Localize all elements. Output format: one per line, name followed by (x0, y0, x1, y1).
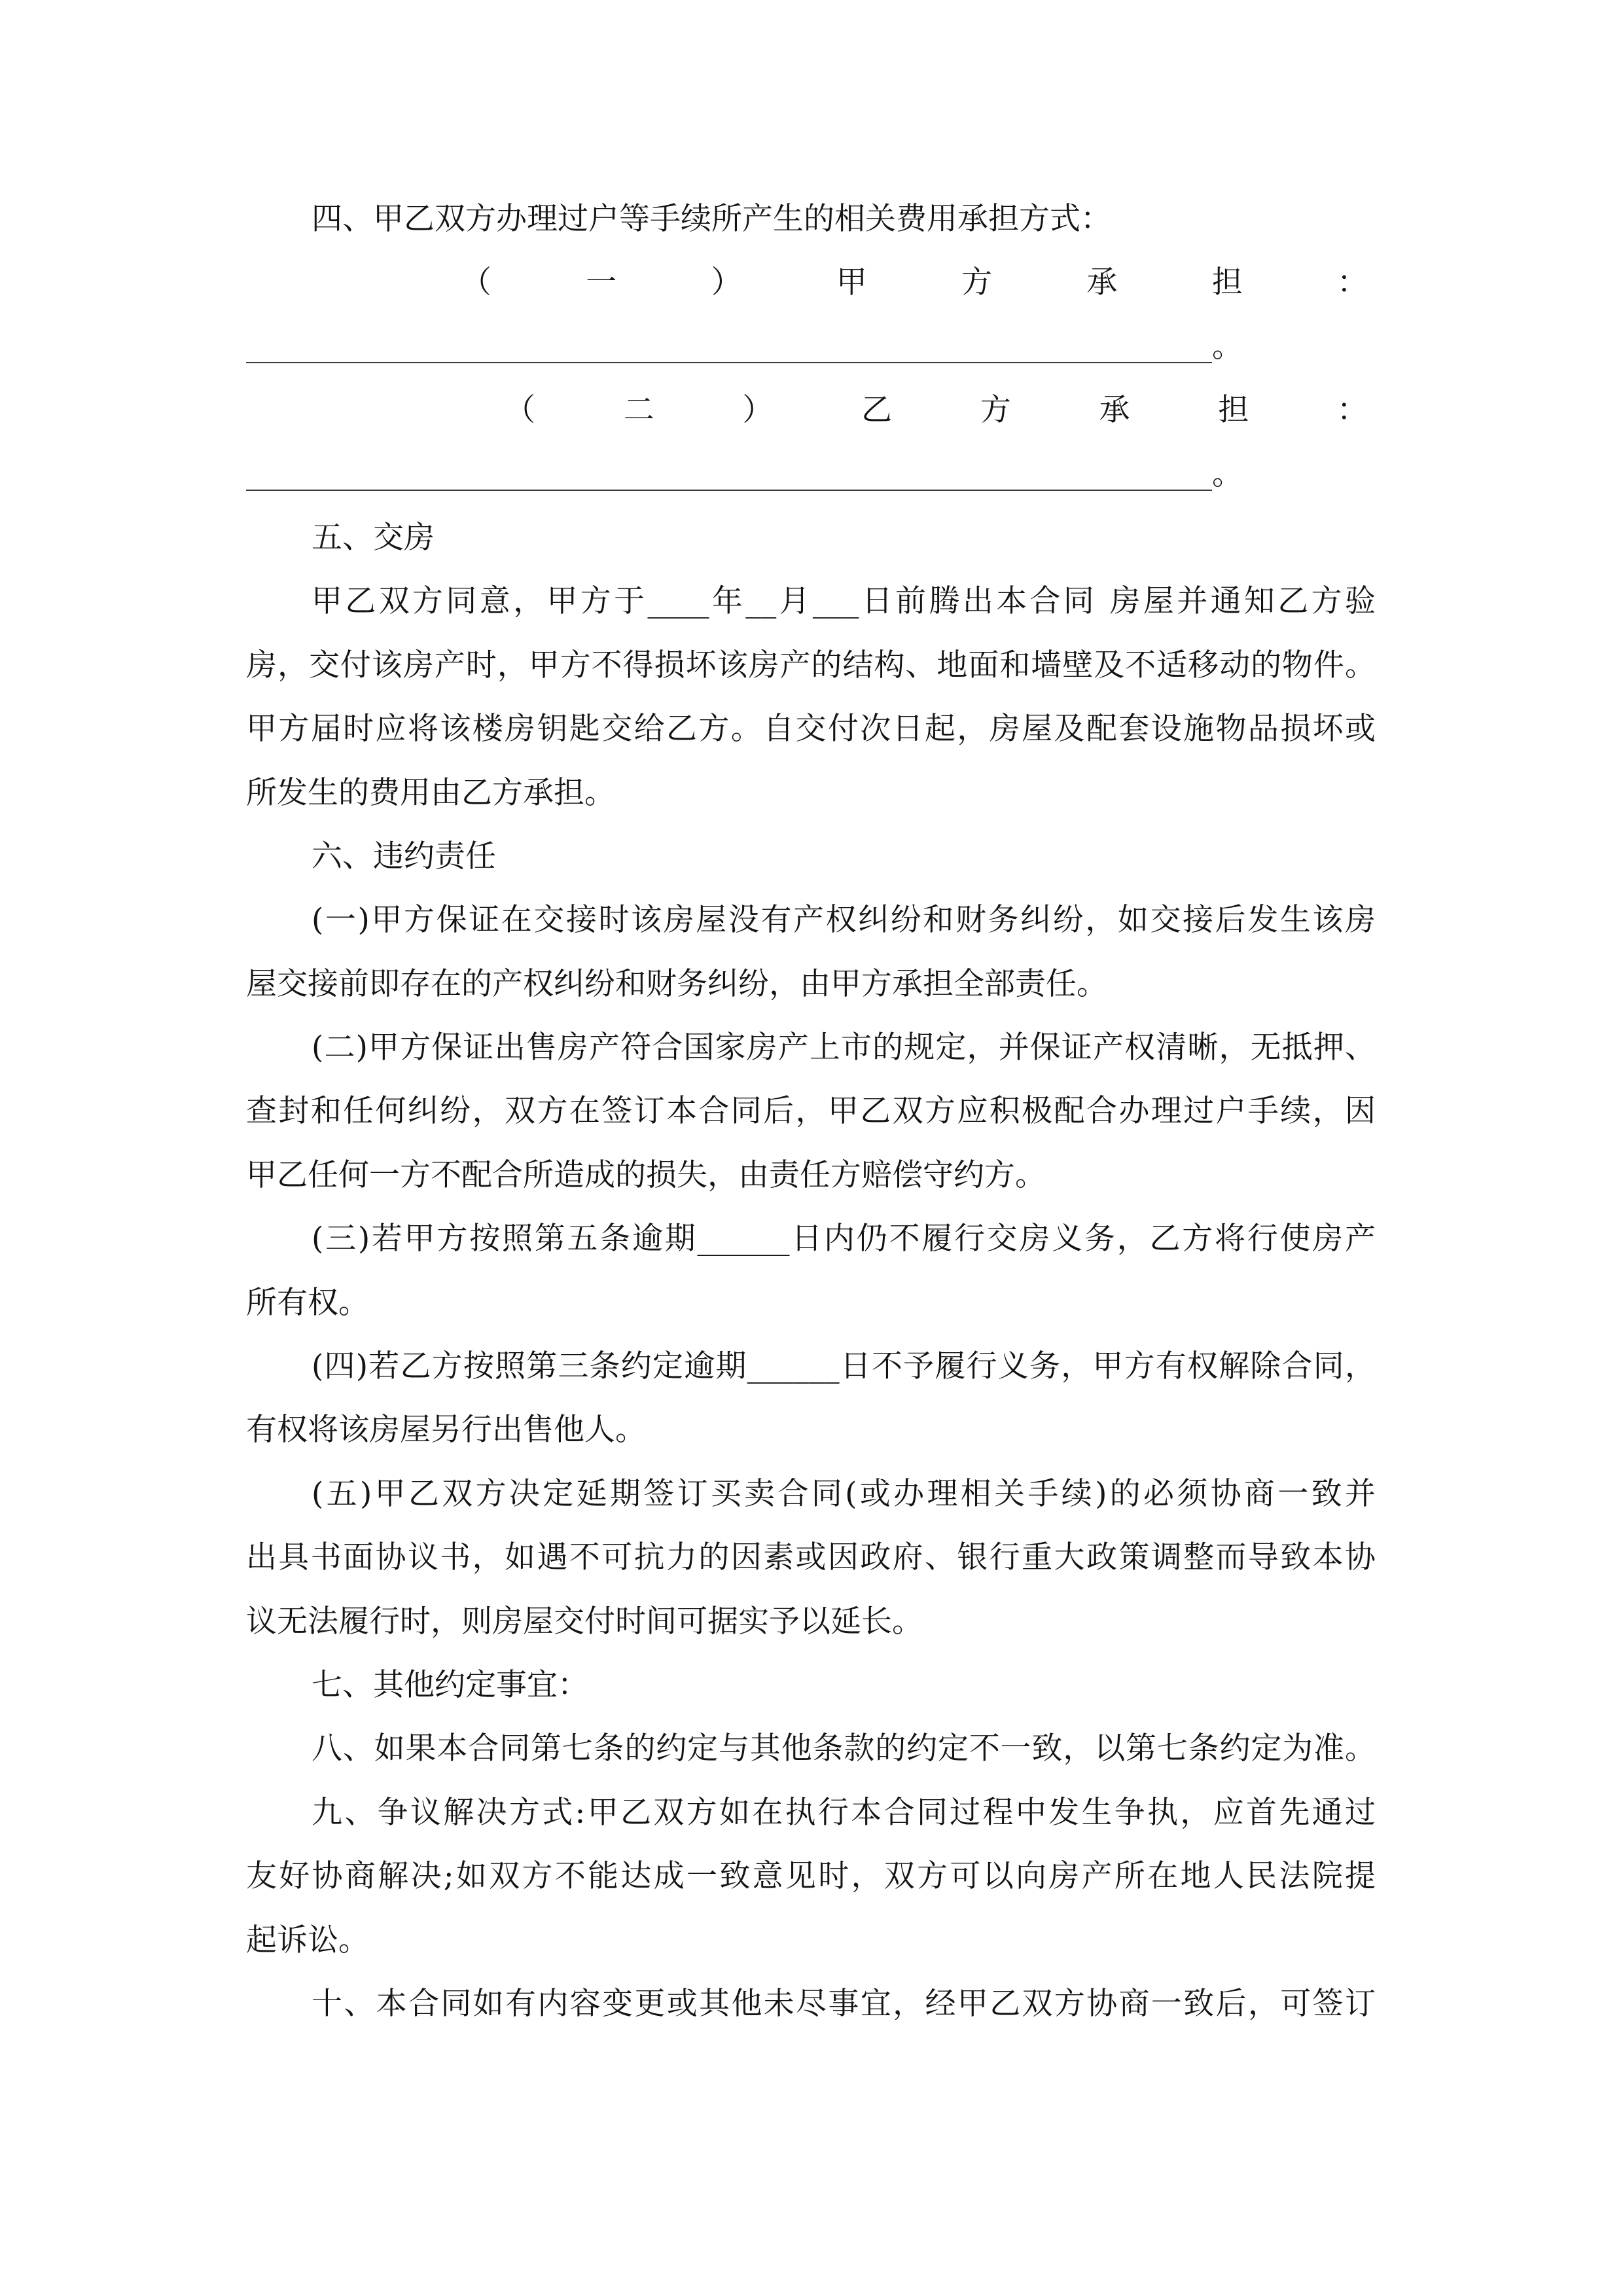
section9-line: 起诉讼。 (246, 1922, 369, 1958)
blank-end-mark: 。 (1212, 328, 1243, 365)
blank-underline (246, 362, 1212, 363)
fee-item-char: （ (505, 392, 535, 429)
fee-item-char: 方 (961, 264, 993, 301)
fee-item-char: 担 (1211, 264, 1243, 301)
breach-clause-1-line: 屋交接前即存在的产权纠纷和财务纠纷，由甲方承担全部责任。 (246, 965, 1107, 1002)
blank-underline (246, 490, 1212, 491)
fee-item-char: 承 (1099, 392, 1130, 429)
section7-heading: 七、其他约定事宜： (312, 1666, 588, 1703)
section9-line: 友好协商解决;如双方不能达成一致意见时，双方可以向房产所在地人民法院提 (246, 1858, 1376, 1895)
fee-item-char: 担 (1218, 392, 1249, 429)
section10-line: 十、本合同如有内容变更或其他未尽事宜，经甲乙双方协商一致后，可签订 (312, 1985, 1376, 2022)
fee-item-party-a (461, 251, 1368, 314)
fee-blank-party-b (246, 442, 1376, 506)
contract-body (246, 187, 1376, 2036)
breach-clause-2-line: (二)甲方保证出售房产符合国家房产上市的规定，并保证产权清晰，无抵押、 (312, 1030, 1376, 1066)
fee-item-char: ： (1336, 264, 1368, 301)
section5-line: 甲乙双方同意，甲方于____年__月___日前腾出本合同 房屋并通知乙方验 (312, 583, 1376, 620)
section5-line: 甲方届时应将该楼房钥匙交给乙方。自交付次日起，房屋及配套设施物品损坏或 (246, 711, 1376, 747)
fee-item-char: ： (1336, 392, 1368, 429)
fee-item-char: 甲 (836, 264, 867, 301)
fee-item-party-b (505, 378, 1368, 442)
section5-heading: 五、交房 (312, 519, 435, 556)
section9-line: 九、争议解决方式:甲乙双方如在执行本合同过程中发生争执，应首先通过 (312, 1794, 1376, 1831)
fee-item-char: 二 (623, 392, 654, 429)
fee-item-char: （ (461, 264, 491, 301)
breach-clause-2-line: 甲乙任何一方不配合所造成的损失，由责任方赔偿守约方。 (246, 1157, 1046, 1193)
section4-heading: 四、甲乙双方办理过户等手续所产生的相关费用承担方式： (312, 201, 1111, 237)
breach-clause-3-line: (三)若甲方按照第五条逾期______日内仍不履行交房义务，乙方将行使房产 (312, 1221, 1376, 1257)
breach-clause-5-line: (五)甲乙双方决定延期签订买卖合同(或办理相关手续)的必须协商一致并 (312, 1475, 1376, 1512)
section5-line: 所发生的费用由乙方承担。 (246, 774, 615, 811)
fee-item-char: ） (742, 392, 774, 429)
fee-item-char: 方 (980, 392, 1011, 429)
breach-clause-2-line: 查封和任何纠纷，双方在签订本合同后，甲乙双方应积极配合办理过户手续，因 (246, 1093, 1376, 1130)
breach-clause-5-line: 出具书面协议书，如遇不可抗力的因素或因政府、银行重大政策调整而导致本协 (246, 1539, 1376, 1576)
fee-item-char: ） (711, 264, 742, 301)
fee-item-char: 一 (586, 264, 617, 301)
blank-end-mark: 。 (1212, 456, 1243, 492)
fee-item-char: 乙 (861, 392, 893, 429)
section5-line: 房，交付该房产时，甲方不得损坏该房产的结构、地面和墙壁及不适移动的物件。 (246, 647, 1376, 683)
breach-clause-1-line: (一)甲方保证在交接时该房屋没有产权纠纷和财务纠纷，如交接后发生该房 (312, 902, 1376, 939)
section8-line: 八、如果本合同第七条的约定与其他条款的约定不一致，以第七条约定为准。 (312, 1731, 1376, 1767)
breach-clause-4-line: 有权将该房屋另行出售他人。 (246, 1412, 646, 1448)
section6-heading: 六、违约责任 (312, 838, 496, 874)
fee-blank-party-a (246, 315, 1376, 378)
fee-item-char: 承 (1086, 264, 1118, 301)
breach-clause-4-line: (四)若乙方按照第三条约定逾期______日不予履行义务，甲方有权解除合同， (312, 1348, 1376, 1385)
breach-clause-3-line: 所有权。 (246, 1284, 369, 1321)
breach-clause-5-line: 议无法履行时，则房屋交付时间可据实予以延长。 (246, 1603, 923, 1640)
